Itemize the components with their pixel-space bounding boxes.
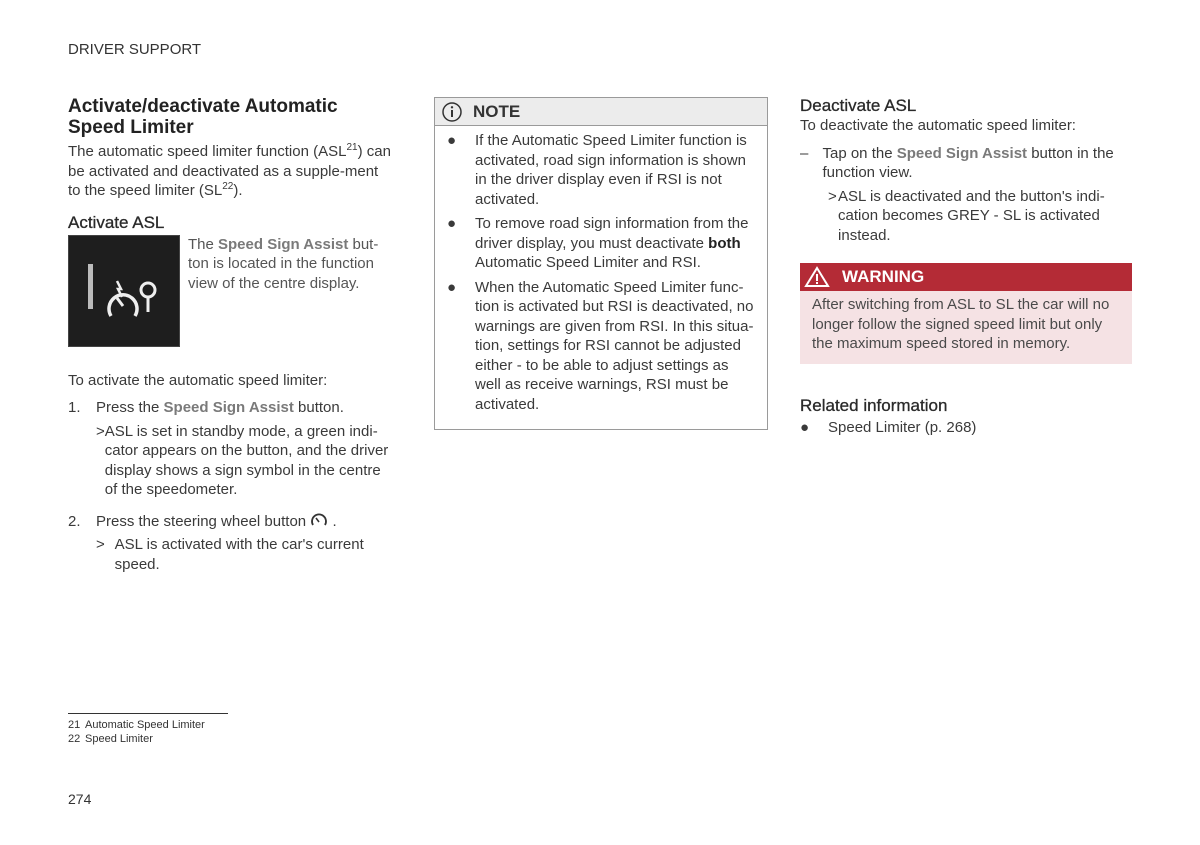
to-activate-text: To activate the automatic speed limiter: <box>68 371 328 389</box>
warning-box <box>800 263 1132 364</box>
step-1-result: > ASL is set in standby mode, a green indi-cator appears on the button, and the driver display shows a sign symbol in the centre of the speedometer. <box>96 422 389 498</box>
page-number: 274 <box>68 791 92 807</box>
to-deactivate-text: To deactivate the automatic speed limiter: <box>800 117 1076 134</box>
related-item: ● Speed Limiter (p. 268) <box>800 418 977 436</box>
info-icon <box>441 101 463 123</box>
deactivate-result: > ASL is deactivated and the button's indi-cation becomes GREY - SL is activated instead. <box>828 187 1105 244</box>
footnote: 21 Automatic Speed Limiter <box>68 719 205 731</box>
step-1: 1. Press the Speed Sign Assist button. <box>68 399 344 416</box>
steering-wheel-speed-button-icon <box>310 513 328 527</box>
button-location-text: The Speed Sign Assist but-ton is located in the function view of the centre display. <box>188 235 379 292</box>
footnotes <box>68 713 228 746</box>
warning-title: WARNING <box>842 267 925 287</box>
column-right <box>800 96 1132 437</box>
intro-text: The automatic speed limiter function (ASL$^{21}$) can be activated and deactivated as a supple-ment to the speed limiter (SL$^{22}$). <box>68 142 391 199</box>
deactivate-step: – Tap on the Speed Sign Assist button in the function view. <box>800 144 1114 181</box>
column-left <box>68 96 393 574</box>
activate-heading: Activate ASL <box>68 212 165 232</box>
note-item: ● When the Automatic Speed Limiter func-tion is activated but RSI is deactivated, no warnings are given from RSI. In this situa-tion, settings for RSI cannot be adjusted either - to be able to adjust settings as well as receive warnings, RSI must be activated. <box>447 278 754 413</box>
note-title: NOTE <box>473 101 521 121</box>
warning-header <box>800 263 1132 291</box>
step-2-result: > ASL is activated with the car's current speed. <box>96 536 364 573</box>
footnote: 22 Speed Limiter <box>68 733 153 745</box>
speed-sign-assist-button-image <box>68 235 180 347</box>
note-item: ● To remove road sign information from the driver display, you must deactivate both Automatic Speed Limiter and RSI. <box>447 215 749 271</box>
speed-sign-assist-icon <box>69 236 179 346</box>
page-title: Activate/deactivate Automatic Speed Limiter <box>68 96 338 138</box>
note-item: ● If the Automatic Speed Limiter function is activated, road sign information is shown in the driver display even if RSI is not activated. <box>447 132 747 208</box>
warning-text: After switching from ASL to SL the car will no longer follow the signed speed limit but only the maximum speed stored in memory. <box>800 291 1132 364</box>
note-box <box>434 97 768 430</box>
section-header: DRIVER SUPPORT <box>68 41 202 58</box>
related-heading: Related information <box>800 395 948 415</box>
related-link[interactable]: Speed Limiter (p. 268) <box>828 418 977 436</box>
warning-triangle-icon <box>804 266 830 288</box>
deactivate-heading: Deactivate ASL <box>800 96 917 115</box>
note-header <box>435 98 767 126</box>
step-2: 2. Press the steering wheel button . <box>68 512 337 530</box>
